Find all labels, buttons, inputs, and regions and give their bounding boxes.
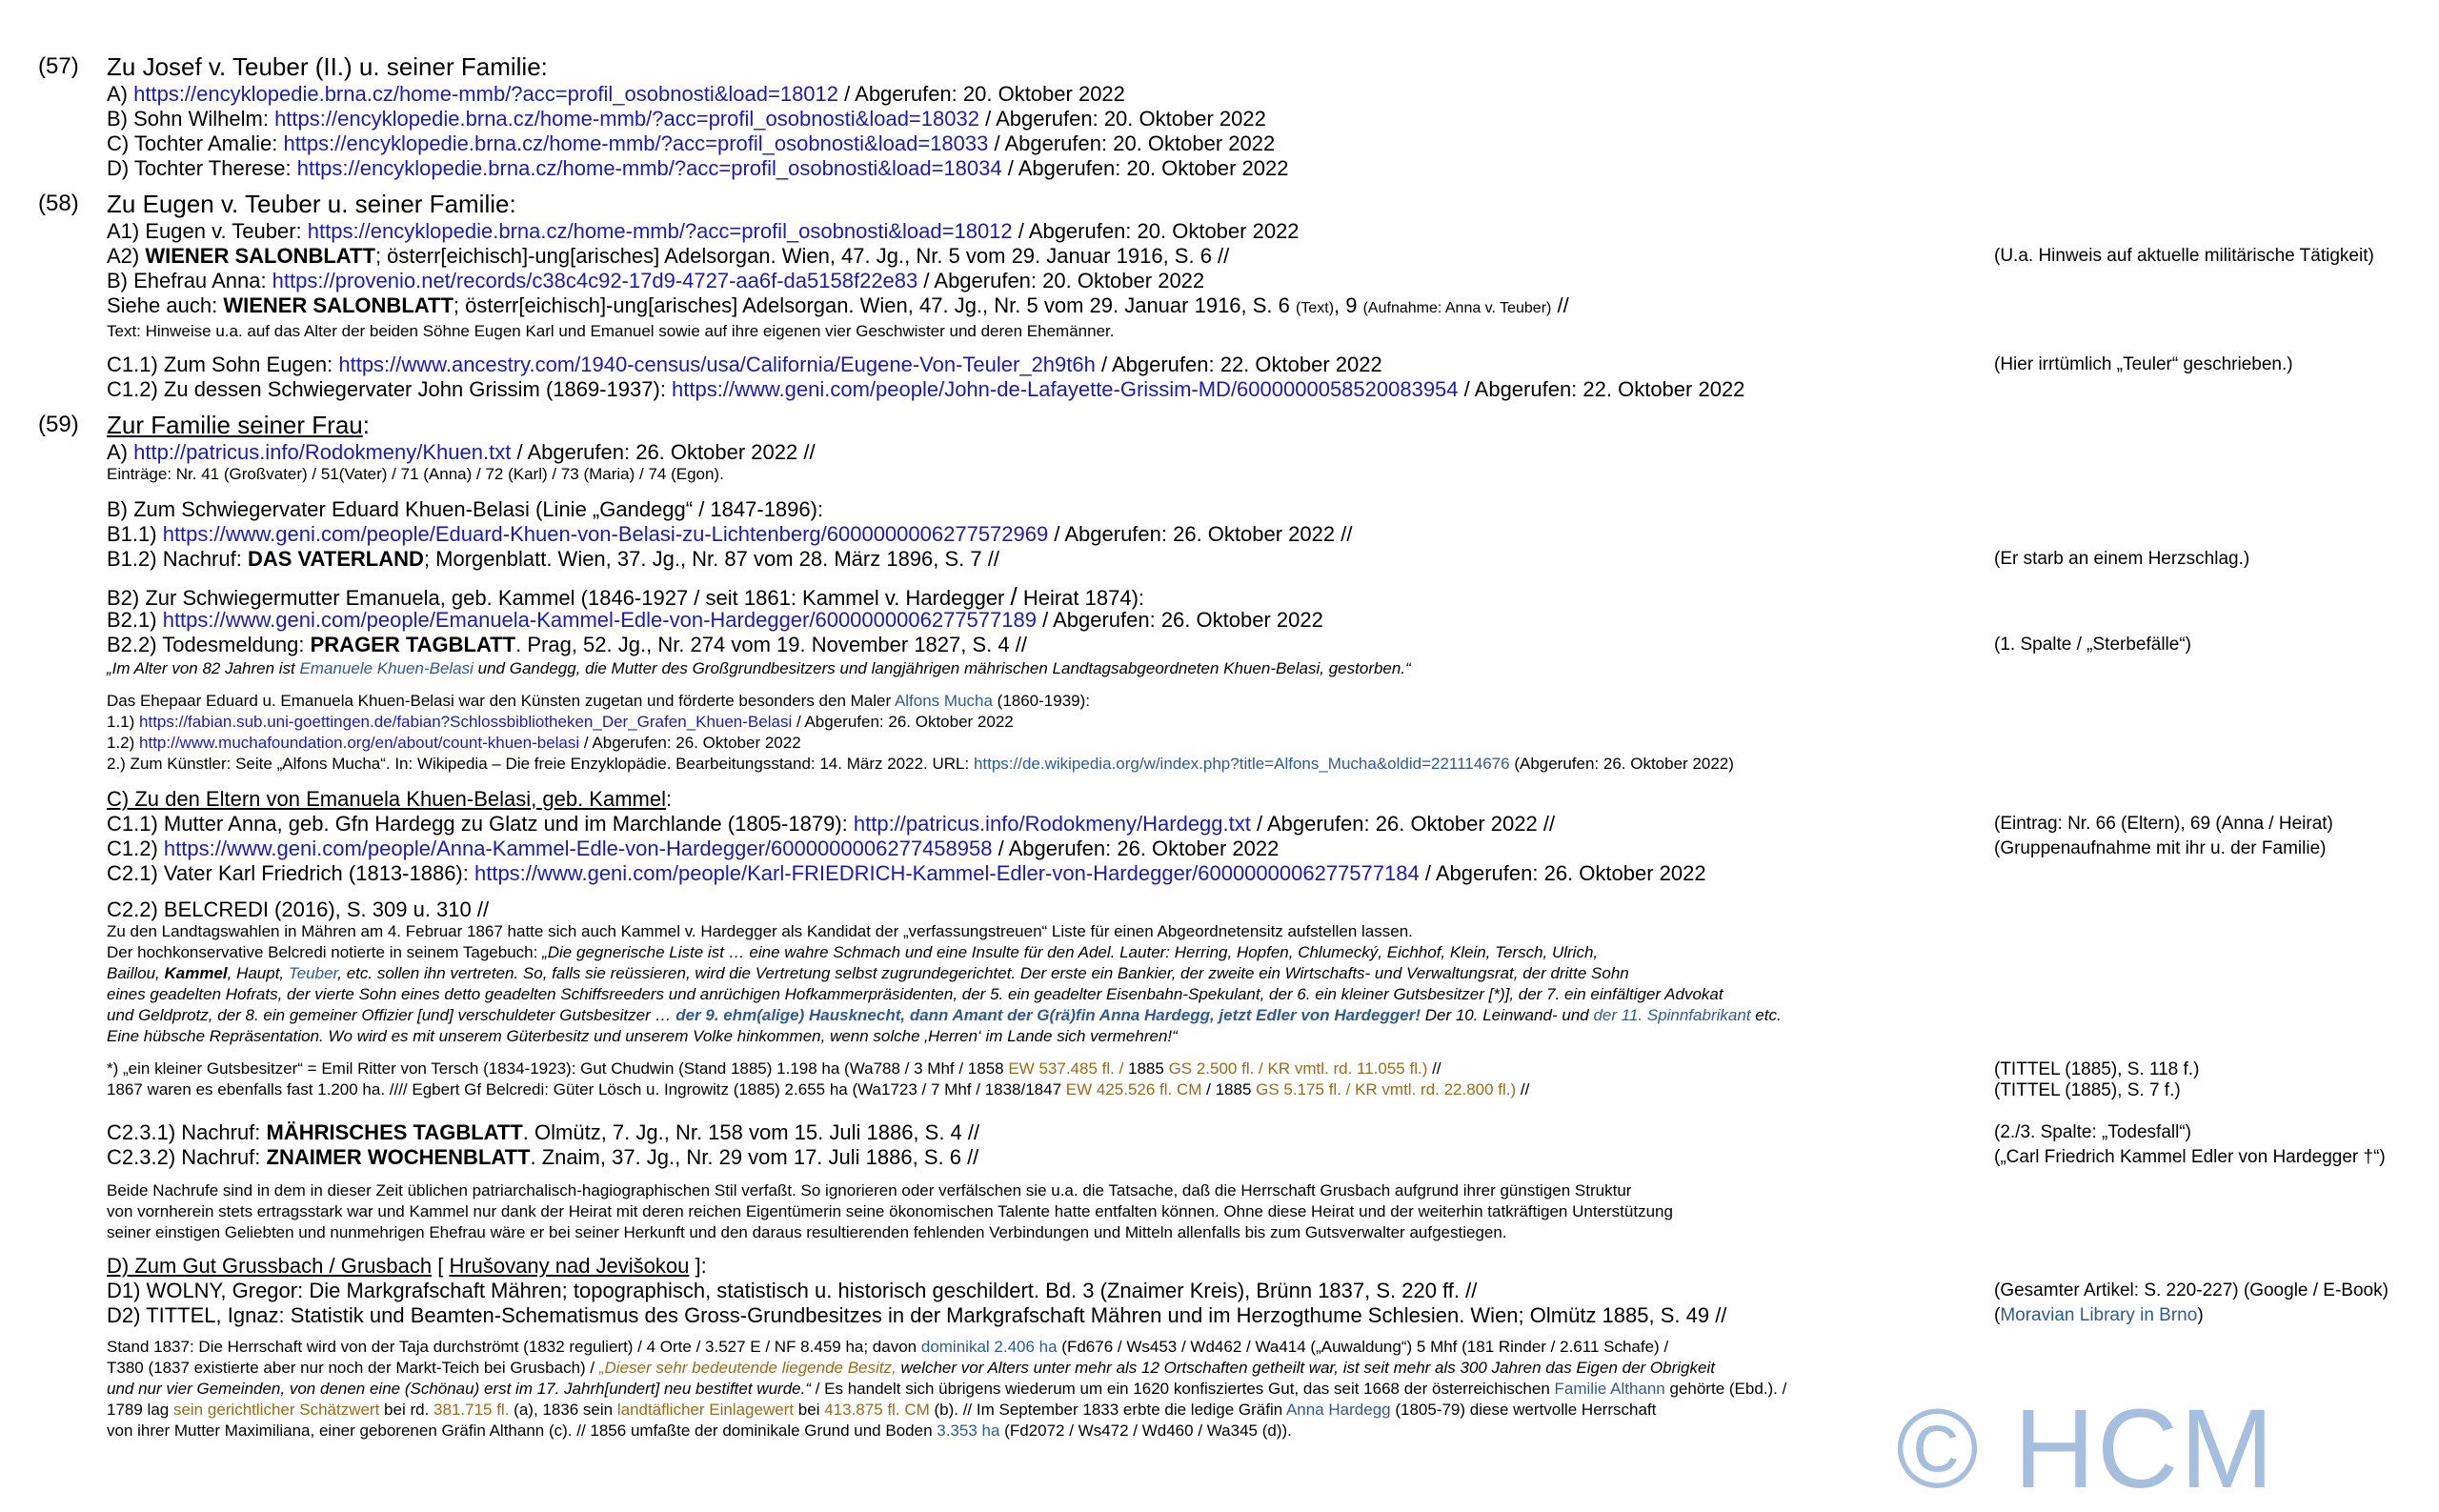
- link-59-a[interactable]: http://patricus.info/Rodokmeny/Khuen.txt: [133, 440, 512, 464]
- link-59-c12[interactable]: https://www.geni.com/people/Anna-Kammel-Edle-von-Hardegger/6000000006277458958: [163, 837, 993, 860]
- margin-note-59-c11: (Eintrag: Nr. 66 (Eltern), 69 (Anna / Heirat): [1994, 814, 2333, 834]
- margin-note-d1: (Gesamter Artikel: S. 220-227) (Google / E-Book): [1994, 1280, 2389, 1300]
- link-58-c11[interactable]: https://www.ancestry.com/1940-census/usa/California/Eugene-Von-Teuler_2h9t6h: [338, 353, 1096, 376]
- ref-59-c11: C1.1) Mutter Anna, geb. Gfn Hardegg zu Glatz und im Marchlande (1805-1879): http://patricus.info/Rodokmeny/Hardegg.txt / Abgerufen: 26. Oktober 2022 //: [107, 812, 1556, 836]
- link-57-c[interactable]: https://encyklopedie.brna.cz/home-mmb/?acc=profil_osobnosti&load=18033: [283, 131, 989, 155]
- ref-58-c12: C1.2) Zu dessen Schwiegervater John Grissim (1869-1937): https://www.geni.com/people/John-de-Lafayette-Grissim-MD/6000000058520083954 / Abgerufen: 22. Oktober 2022: [107, 377, 1745, 401]
- ref-58-see-also: Siehe auch: WIENER SALONBLATT; österr[eichisch]-ung[arisches] Adelsorgan. Wien, 47. Jg., Nr. 5 vom 29. Januar 1916, S. 6 (Text), 9 (Aufnahme: Anna v. Teuber) //: [107, 293, 1569, 317]
- ref-59-d2: D2) TITTEL, Ignaz: Statistik und Beamten-Schematismus des Gross-Grundbesitzes in der Markgrafschaft Mähren und im Herzogthume Schlesien. Wien; Olmütz 1885, S. 49 //: [107, 1303, 1727, 1327]
- ref-59-c22: C2.2) BELCREDI (2016), S. 309 u. 310 //: [107, 897, 490, 921]
- margin-note-fn1: (TITTEL (1885), S. 118 f.): [1994, 1059, 2200, 1079]
- link-59-m12[interactable]: http://www.muchafoundation.org/en/about/count-khuen-belasi: [139, 734, 580, 752]
- c22-line-1: Zu den Landtagswahlen in Mähren am 4. Februar 1867 hatte sich auch Kammel v. Hardegger als Kandidat der „verfassungstreuen“ Liste für einen Abgeordnetensitz aufstellen lassen.: [107, 922, 1413, 940]
- footnote-belcredi: 1867 waren es ebenfalls fast 1.200 ha. //// Egbert Gf Belcredi: Güter Lösch u. Ingrowitz (1885) 2.655 ha (Wa1723 / 7 Mhf / 1838/1847 EW 425.526 fl. CM / 1885 GS 5.175 fl. / KR vmtl. rd. 22.800 fl.) //: [107, 1080, 1530, 1099]
- estate-line-5: von ihrer Mutter Maximiliana, einer geborenen Gräfin Althann (c). // 1856 umfaßte der dominikale Grund und Boden 3.353 ha (Fd2072 / Ws472 / Wd460 / Wa345 (d)).: [107, 1421, 1292, 1440]
- note-59-mucha: Das Ehepaar Eduard u. Emanuela Khuen-Belasi war den Künsten zugetan und förderte besonders den Maler Alfons Mucha (1860-1939):: [107, 692, 1091, 710]
- ref-57-b: B) Sohn Wilhelm: https://encyklopedie.brna.cz/home-mmb/?acc=profil_osobnosti&load=18032 / Abgerufen: 20. Oktober 2022: [107, 107, 1266, 131]
- ref-59-b21: B2.1) https://www.geni.com/people/Emanuela-Kammel-Edle-von-Hardegger/6000000006277577189 / Abgerufen: 26. Oktober 2022: [107, 608, 1323, 632]
- margin-note-c231: (2./3. Spalte: „Todesfall“): [1994, 1122, 2191, 1142]
- copyright-watermark: © HCM: [1896, 1386, 2276, 1512]
- subheading-59-c: C) Zu den Eltern von Emanuela Khuen-Belasi, geb. Kammel:: [107, 787, 673, 811]
- c22-line-3: Baillou, Kammel, Haupt, Teuber, etc. sollen ihn vertreten. So, falls sie reüssieren, wird die Vertretung selbst zugrundegerichtet. Der erste ein Bankier, der zweite ein Wirtschafts- und Verwaltungsrat, der dritte Sohn: [107, 964, 1629, 982]
- ref-58-b: B) Ehefrau Anna: https://provenio.net/records/c38c4c92-17d9-4727-aa6f-da5158f22e83 / Abgerufen: 20. Oktober 2022: [107, 269, 1205, 292]
- subheading-59-b2: B2) Zur Schwiegermutter Emanuela, geb. Kammel (1846-1927 / seit 1861: Kammel v. Hardegger / Heirat 1874):: [107, 582, 1145, 611]
- margin-note-c232: („Carl Friedrich Kammel Edler von Hardegger †“): [1994, 1147, 2386, 1167]
- note-number-58: (58): [38, 191, 79, 216]
- ref-59-m11: 1.1) https://fabian.sub.uni-goettingen.de/fabian?Schlossbibliotheken_Der_Grafen_Khuen-Belasi / Abgerufen: 26. Oktober 2022: [107, 713, 1014, 731]
- link-59-b21[interactable]: https://www.geni.com/people/Emanuela-Kammel-Edle-von-Hardegger/6000000006277577189: [162, 608, 1037, 632]
- ref-59-c232: C2.3.2) Nachruf: ZNAIMER WOCHENBLATT. Znaim, 37. Jg., Nr. 29 vom 17. Juli 1886, S. 6 //: [107, 1145, 979, 1169]
- link-59-c21[interactable]: https://www.geni.com/people/Karl-FRIEDRICH-Kammel-Edler-von-Hardegger/6000000006277577184: [474, 861, 1420, 885]
- margin-note-fn2: (TITTEL (1885), S. 7 f.): [1994, 1080, 2181, 1100]
- c22-line-5: und Geldprotz, der 8. ein gemeiner Offizier [und] verschuldeter Gutsbesitzer … der 9. ehm(alige) Hausknecht, dann Amant der G(rä)fin Anna Hardegg, jetzt Edler von Hardegger! Der 10. Leinwand- und der 11. Spinnfabrikant etc.: [107, 1006, 1782, 1024]
- link-58-a1[interactable]: https://encyklopedie.brna.cz/home-mmb/?acc=profil_osobnosti&load=18012: [307, 219, 1013, 243]
- ref-58-a2: A2) WIENER SALONBLATT; österr[eichisch]-ung[arisches] Adelsorgan. Wien, 47. Jg., Nr. 5 vom 29. Januar 1916, S. 6 //: [107, 244, 1230, 268]
- margin-note-59-b22: (1. Spalte / „Sterbefälle“): [1994, 635, 2191, 655]
- link-moravian-library[interactable]: Moravian Library in Brno: [2000, 1305, 2198, 1325]
- estate-line-1: Stand 1837: Die Herrschaft wird von der Taja durchströmt (1832 reguliert) / 4 Orte / 3.527 E / NF 8.459 ha; davon dominikal 2.406 ha (Fd676 / Ws453 / Wd462 / Wa414 („Auwaldung“) 5 Mhf (181 Rinder / 2.611 Schafe) /: [107, 1338, 1669, 1356]
- ref-59-d1: D1) WOLNY, Gregor: Die Markgrafschaft Mähren; topographisch, statistisch u. historisch geschildert. Bd. 3 (Znaimer Kreis), Brünn 1837, S. 220 ff. //: [107, 1279, 1478, 1302]
- footnote-tersch: *) „ein kleiner Gutsbesitzer“ = Emil Ritter von Tersch (1834-1923): Gut Chudwin (Stand 1885) 1.198 ha (Wa788 / 3 Mhf / 1858 EW 537.485 fl. / 1885 GS 2.500 fl. / KR vmtl. rd. 11.055 fl.) //: [107, 1059, 1441, 1078]
- nachruf-comment-3: seiner einstigen Geliebten und nunmehrigen Ehefrau wäre er bei seiner Herkunft und den daraus resultierenden fehlenden Verbindungen und Mitteln allenfalls bis zum Gutsverwalter aufgestiegen.: [107, 1223, 1507, 1241]
- ref-59-c21: C2.1) Vater Karl Friedrich (1813-1886): https://www.geni.com/people/Karl-FRIEDRICH-Kammel-Edler-von-Hardegger/6000000006277577184 / Abgerufen: 26. Oktober 2022: [107, 861, 1706, 885]
- ref-59-b11: B1.1) https://www.geni.com/people/Eduard-Khuen-von-Belasi-zu-Lichtenberg/6000000006277572969 / Abgerufen: 26. Oktober 2022 //: [107, 522, 1353, 546]
- link-57-b[interactable]: https://encyklopedie.brna.cz/home-mmb/?acc=profil_osobnosti&load=18032: [274, 107, 979, 131]
- note-58-text: Text: Hinweise u.a. auf das Alter der beiden Söhne Eugen Karl und Emanuel sowie auf ihre eigenen vier Geschwister und deren Ehemänner.: [107, 322, 1115, 340]
- c22-line-6: Eine hübsche Repräsentation. Wo wird es mit unserem Güterbesitz und unserem Volke hinkommen, wenn solche ‚Herren‘ im Lande sich vermehren!“: [107, 1027, 1178, 1045]
- estate-line-3: und nur vier Gemeinden, von denen eine (Schönau) erst im 17. Jahrh[undert] neu bestiftet wurde.“ / Es handelt sich übrigens wiederum um ein 1620 konfisziertes Gut, das seit 1668 der österreichischen Familie Althann gehörte (Ebd.). /: [107, 1380, 1787, 1398]
- ref-58-a1: A1) Eugen v. Teuber: https://encyklopedie.brna.cz/home-mmb/?acc=profil_osobnosti&load=18012 / Abgerufen: 20. Oktober 2022: [107, 219, 1300, 243]
- link-59-c11[interactable]: http://patricus.info/Rodokmeny/Hardegg.txt: [853, 812, 1251, 836]
- quote-59-b22: „Im Alter von 82 Jahren ist Emanuele Khuen-Belasi und Gandegg, die Mutter des Großgrundbesitzers und langjährigen mährischen Landtagsabgeordneten Khuen-Belasi, gestorben.“: [107, 659, 1411, 677]
- section-heading-58: Zu Eugen v. Teuber u. seiner Familie:: [107, 190, 516, 218]
- margin-note-59-b12: (Er starb an einem Herzschlag.): [1994, 549, 2250, 569]
- link-57-d[interactable]: https://encyklopedie.brna.cz/home-mmb/?acc=profil_osobnosti&load=18034: [296, 156, 1002, 180]
- subheading-59-d: D) Zum Gut Grussbach / Grusbach [ Hrušovany nad Jevišokou ]:: [107, 1254, 707, 1278]
- ref-57-a: A) https://encyklopedie.brna.cz/home-mmb/?acc=profil_osobnosti&load=18012 / Abgerufen: 20. Oktober 2022: [107, 82, 1125, 106]
- margin-note-58-a2: (U.a. Hinweis auf aktuelle militärische Tätigkeit): [1994, 246, 2374, 266]
- section-heading-57: Zu Josef v. Teuber (II.) u. seiner Familie:: [107, 52, 548, 81]
- nachruf-comment-1: Beide Nachrufe sind in dem in dieser Zeit üblichen patriarchalisch-hagiographischen Stil verfaßt. So ignorieren oder verfälschen sie u.a. die Tatsache, daß die Herrschaft Grusbach aufgrund ihrer günstigen Struktur: [107, 1181, 1632, 1200]
- note-number-59: (59): [38, 412, 79, 437]
- link-59-m2[interactable]: https://de.wikipedia.org/w/index.php?title=Alfons_Mucha&oldid=221114676: [973, 755, 1510, 773]
- ref-59-a: A) http://patricus.info/Rodokmeny/Khuen.txt / Abgerufen: 26. Oktober 2022 //: [107, 440, 816, 464]
- margin-note-58-c11: (Hier irrtümlich „Teuler“ geschrieben.): [1994, 354, 2293, 374]
- ref-59-c12: C1.2) https://www.geni.com/people/Anna-Kammel-Edle-von-Hardegger/6000000006277458958 / Abgerufen: 26. Oktober 2022: [107, 837, 1280, 860]
- margin-note-d2: (Moravian Library in Brno): [1994, 1305, 2204, 1325]
- note-59-a-entries: Einträge: Nr. 41 (Großvater) / 51(Vater) / 71 (Anna) / 72 (Karl) / 73 (Maria) / 74 (Egon).: [107, 465, 724, 483]
- estate-line-2: T380 (1837 existierte aber nur noch der Markt-Teich bei Grusbach) / „Dieser sehr bedeutende liegende Besitz, welcher vor Alters unter mehr als 12 Ortschaften getheilt war, ist seit mehr als 300 Jahren das Eigen der Obrigkeit: [107, 1359, 1715, 1377]
- subheading-59-b: B) Zum Schwiegervater Eduard Khuen-Belasi (Linie „Gandegg“ / 1847-1896):: [107, 497, 824, 521]
- note-number-57: (57): [38, 53, 79, 79]
- ref-58-c11: C1.1) Zum Sohn Eugen: https://www.ancestry.com/1940-census/usa/California/Eugene-Von-Teuler_2h9t6h / Abgerufen: 22. Oktober 2022: [107, 353, 1382, 376]
- link-59-m11[interactable]: https://fabian.sub.uni-goettingen.de/fabian?Schlossbibliotheken_Der_Grafen_Khuen-Belasi: [139, 713, 793, 731]
- margin-note-59-c12: (Gruppenaufnahme mit ihr u. der Familie): [1994, 838, 2327, 858]
- ref-59-c231: C2.3.1) Nachruf: MÄHRISCHES TAGBLATT. Olmütz, 7. Jg., Nr. 158 vom 15. Juli 1886, S. 4 //: [107, 1120, 980, 1144]
- link-58-c12[interactable]: https://www.geni.com/people/John-de-Lafayette-Grissim-MD/6000000058520083954: [672, 377, 1459, 401]
- c22-line-4: eines geadelten Hofrats, der vierte Sohn eines detto geadelten Schiffsreeders und anrüchigen Hofkammerpräsidenten, der 5. ein geadelter Eisenbahn-Spekulant, der 6. ein kleiner Gutsbesitzer [*)], der 7. ein einfältiger Advokat: [107, 985, 1723, 1003]
- ref-57-d: D) Tochter Therese: https://encyklopedie.brna.cz/home-mmb/?acc=profil_osobnosti&load=18034 / Abgerufen: 20. Oktober 2022: [107, 156, 1289, 180]
- nachruf-comment-2: von vornherein stets ertragsstark war und Kammel nur dank der Heirat mit deren reichen Eigentümerin seine ökonomischen Talente hatte entfalten können. Ohne diese Heirat und der weiterhin tatkräftigen Unterstützung: [107, 1202, 1673, 1220]
- section-heading-59: Zur Familie seiner Frau:: [107, 411, 370, 439]
- ref-59-m2: 2.) Zum Künstler: Seite „Alfons Mucha“. In: Wikipedia – Die freie Enzyklopädie. Bearbeitungsstand: 14. März 2022. URL: https://de.wikipedia.org/w/index.php?title=Alfons_Mucha&oldid=221114676 (Abgerufen: 26. Oktober 2022): [107, 755, 1734, 773]
- ref-59-b12: B1.2) Nachruf: DAS VATERLAND; Morgenblatt. Wien, 37. Jg., Nr. 87 vom 28. März 1896, S. 7 //: [107, 547, 999, 571]
- link-57-a[interactable]: https://encyklopedie.brna.cz/home-mmb/?acc=profil_osobnosti&load=18012: [133, 82, 839, 106]
- estate-line-4: 1789 lag sein gerichtlicher Schätzwert bei rd. 381.715 fl. (a), 1836 sein landtäflicher Einlagewert bei 413.875 fl. CM (b). // Im September 1833 erbte die ledige Gräfin Anna Hardegg (1805-79) diese wertvolle Herrschaft: [107, 1401, 1657, 1419]
- ref-59-m12: 1.2) http://www.muchafoundation.org/en/about/count-khuen-belasi / Abgerufen: 26. Oktober 2022: [107, 734, 801, 752]
- c22-line-2: Der hochkonservative Belcredi notierte in seinem Tagebuch: „Die gegnerische Liste ist … eine wahre Schmach und eine Insulte für den Adel. Lauter: Herring, Hopfen, Chlumecký, Eichhof, Klein, Tersch, Ulrich,: [107, 943, 1599, 961]
- ref-59-b22: B2.2) Todesmeldung: PRAGER TAGBLATT. Prag, 52. Jg., Nr. 274 vom 19. November 1827, S. 4 //: [107, 633, 1027, 656]
- link-59-b11[interactable]: https://www.geni.com/people/Eduard-Khuen-von-Belasi-zu-Lichtenberg/6000000006277572969: [162, 522, 1049, 546]
- link-58-b[interactable]: https://provenio.net/records/c38c4c92-17d9-4727-aa6f-da5158f22e83: [272, 269, 918, 292]
- ref-57-c: C) Tochter Amalie: https://encyklopedie.brna.cz/home-mmb/?acc=profil_osobnosti&load=18033 / Abgerufen: 20. Oktober 2022: [107, 131, 1276, 155]
